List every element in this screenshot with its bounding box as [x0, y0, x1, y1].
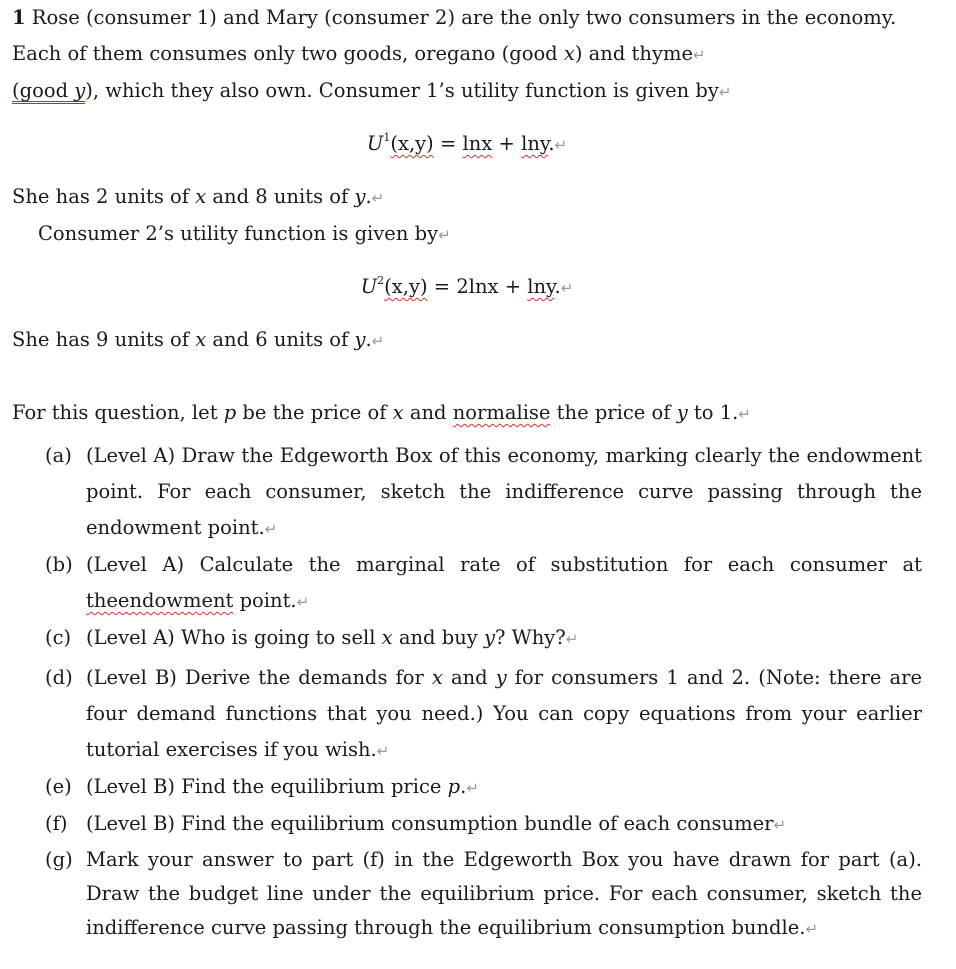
- paragraph-mark-icon: ↵: [371, 189, 385, 207]
- utility-function-1: $U^1(x,y) = \ln x$ + lny.↵: [366, 130, 568, 155]
- paragraph-mark-icon: ↵: [693, 46, 706, 64]
- paragraph-mark-icon: ↵: [554, 136, 568, 154]
- price-normalisation: For this question, let p be the price of x and normalise the price of y to 1.↵: [12, 401, 751, 424]
- question-number: 1: [12, 6, 26, 29]
- paragraph-mark-icon: ↵: [560, 279, 574, 297]
- paragraph-mark-icon: ↵: [438, 226, 451, 244]
- utility-function-2: $U^2(x,y) = 2\ln x$ + lny.↵: [360, 273, 574, 298]
- grammar-underline: (good y: [12, 79, 86, 102]
- consumer-2-endowment: She has 9 units of x and 6 units of y.↵: [12, 328, 385, 351]
- intro-line-1: 1 Rose (consumer 1) and Mary (consumer 2) are the only two consumers in the economy.: [12, 6, 897, 29]
- paragraph-mark-icon: ↵: [296, 593, 310, 611]
- part-a: (a) (Level A) Draw the Edgeworth Box of this economy, marking clearly the endowment point. For each consumer, sketch the indifference curve passing through the endowment point.↵: [45, 444, 922, 539]
- part-f: (f) (Level B) Find the equilibrium consumption bundle of each consumer↵: [45, 812, 787, 835]
- part-c: (c) (Level A) Who is going to sell x and buy y? Why?↵: [45, 626, 579, 649]
- paragraph-mark-icon: ↵: [805, 920, 819, 938]
- part-b: (b) (Level A) Calculate the marginal rate of substitution for each consumer at theendowment point.↵: [45, 553, 922, 612]
- paragraph-mark-icon: ↵: [738, 405, 751, 423]
- consumer-2-intro: Consumer 2’s utility function is given by↵: [38, 222, 451, 245]
- intro-line-3: (good y), which they also own. Consumer 1’s utility function is given by↵: [12, 79, 732, 102]
- part-e: (e) (Level B) Find the equilibrium price p.↵: [45, 775, 479, 798]
- paragraph-mark-icon: ↵: [371, 332, 385, 350]
- intro-line-2: Each of them consumes only two goods, oregano (good x) and thyme↵: [12, 42, 706, 65]
- paragraph-mark-icon: ↵: [718, 83, 732, 101]
- part-g: (g) Mark your answer to part (f) in the Edgeworth Box you have drawn for part (a). Draw the budget line under the equilibrium price. For each consumer, sketch the indifference curve passing through the equilibrium consumption bundle.↵: [45, 848, 922, 939]
- paragraph-mark-icon: ↵: [264, 520, 278, 538]
- part-d: (d) (Level B) Derive the demands for x and y for consumers 1 and 2. (Note: there are four demand functions that you need.) You can copy equations from your earlier tutorial exercises if you wish.↵: [45, 666, 922, 761]
- paragraph-mark-icon: ↵: [773, 816, 787, 834]
- document: [12, 0, 922, 946]
- paragraph-mark-icon: ↵: [565, 630, 579, 648]
- paragraph-mark-icon: ↵: [466, 779, 479, 797]
- consumer-1-endowment: She has 2 units of x and 8 units of y.↵: [12, 185, 385, 208]
- question-parts: [12, 438, 922, 946]
- paragraph-mark-icon: ↵: [376, 742, 390, 760]
